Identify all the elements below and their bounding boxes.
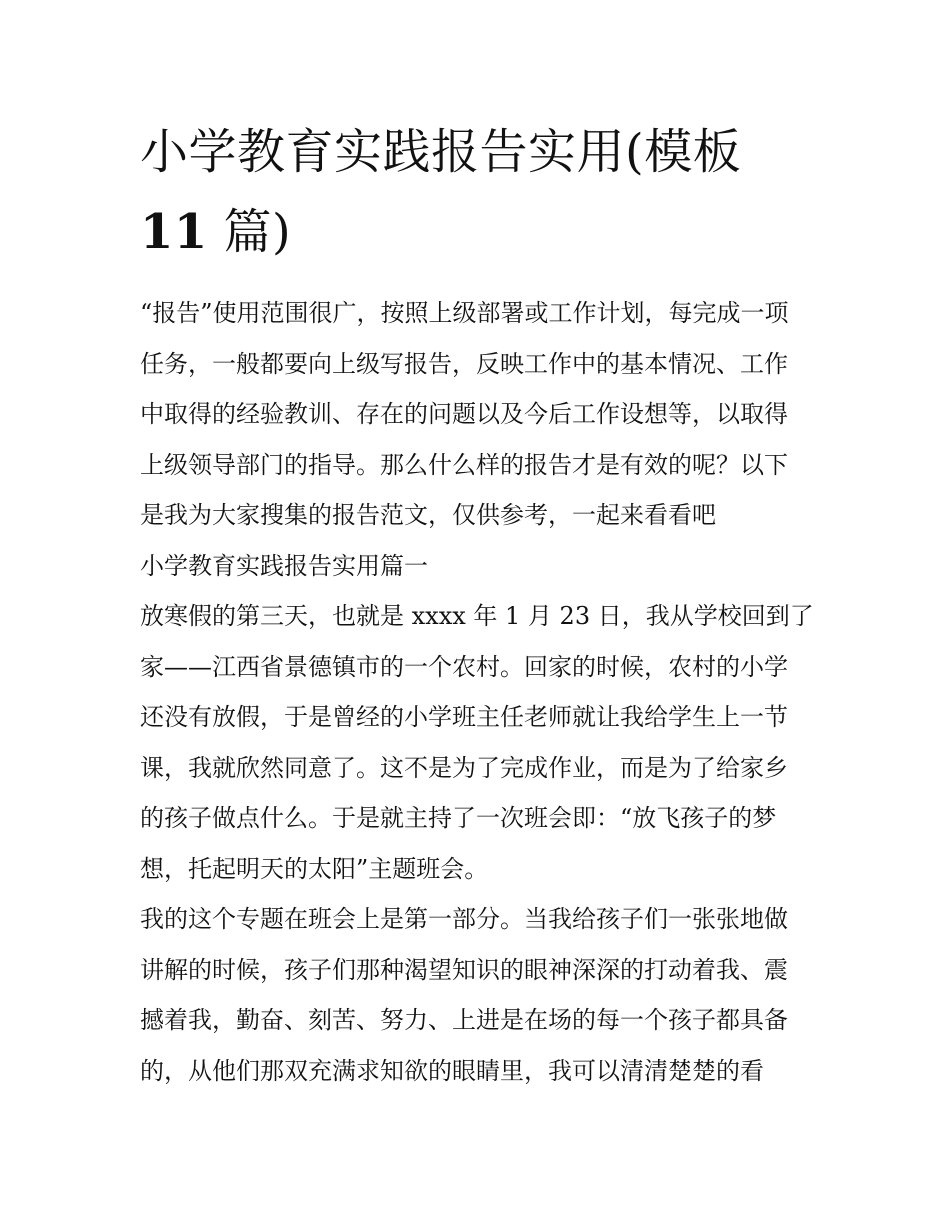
text-line: 课，我就欣然同意了。这不是为了完成作业，而是为了给家乡 [140,753,788,782]
document-title [140,112,820,272]
text-line: 上级领导部门的指导。那么什么样的报告才是有效的呢？以下 [140,450,788,479]
intro-paragraph [140,288,820,541]
text-line: 我的这个专题在班会上是第一部分。当我给孩子们一张张地做 [140,905,788,933]
body-paragraph [140,591,820,894]
section-heading [140,541,820,592]
title-count: 11 [140,204,208,260]
title-suffix: 篇) [207,204,292,260]
text-line: 的，从他们那双充满求知欲的眼睛里，我可以清清楚楚的看 [140,1056,764,1085]
text-line: 任务，一般都要向上级写报告，反映工作中的基本情况、工作 [140,349,788,378]
title-line-2 [140,192,820,272]
text-line: 想，托起明天的太阳”主题班会。 [140,854,489,883]
body-paragraph [140,894,820,1096]
text-line: 放寒假的第三天，也就是 xxxx 年 1 月 23 日，我从学校回到了 [140,602,814,630]
text-line: 家——江西省景德镇市的一个农村。回家的时候，农村的小学 [140,652,788,681]
text-line: 是我为大家搜集的报告范文，仅供参考，一起来看看吧 [140,501,716,529]
text-line: 撼着我，勤奋、刻苦、努力、上进是在场的每一个孩子都具备 [140,1006,788,1034]
title-line-1: 小学教育实践报告实用(模板 [140,124,742,180]
text-line: “报告”使用范围很广，按照上级部署或工作计划，每完成一项 [140,299,789,327]
text-line: 还没有放假，于是曾经的小学班主任老师就让我给学生上一节 [140,703,788,731]
text-line: 讲解的时候，孩子们那种渴望知识的眼神深深的打动着我、震 [140,955,788,984]
text-line: 中取得的经验教训、存在的问题以及今后工作设想等，以取得 [140,400,788,428]
document-page [140,112,820,1096]
text-line: 的孩子做点什么。于是就主持了一次班会即：“放飞孩子的梦 [140,804,777,832]
text-line: 小学教育实践报告实用篇一 [140,551,428,580]
